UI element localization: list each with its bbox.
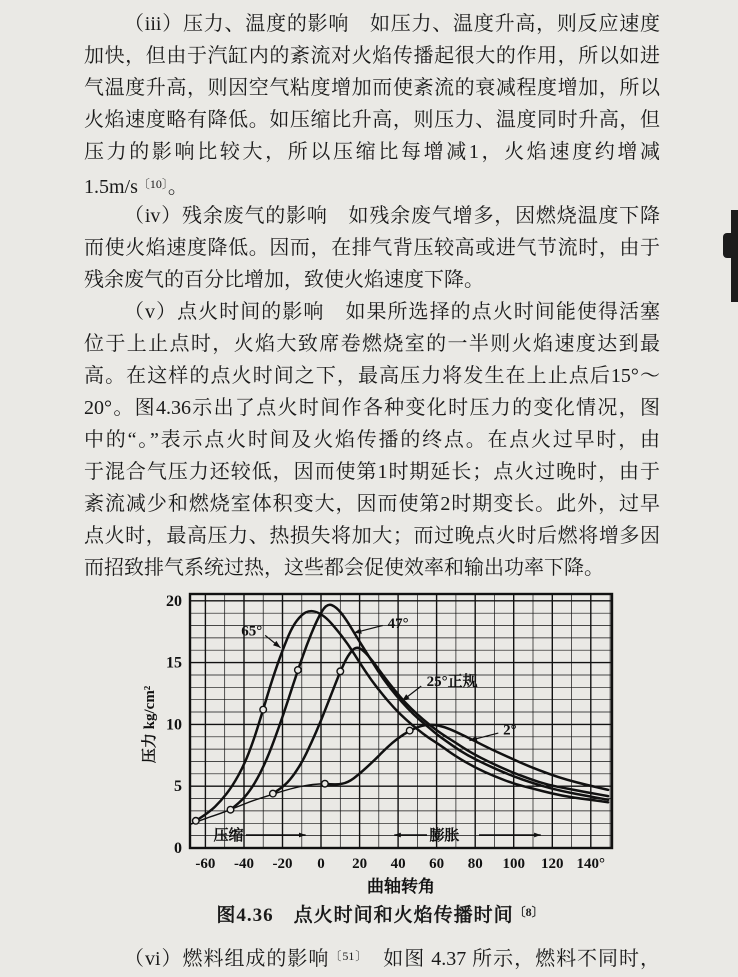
- x-tick-label: 0: [317, 856, 325, 872]
- text-line: 而招致排气系统过热，这些都会促使效率和输出功率下降。: [84, 557, 604, 579]
- y-tick-label: 5: [174, 778, 182, 796]
- timing-marker: [295, 667, 302, 674]
- text-line: 20°。图4.36示出了点火时间作各种变化时压力的变化情况，图: [84, 397, 660, 419]
- text-line: （vi）燃料组成的影响$^{〔51〕}$ 如图 4.37 所示，燃料不同时，: [124, 948, 660, 970]
- y-tick-label: 15: [166, 654, 182, 672]
- text-line: 位于上止点时，火焰大致席卷燃烧室的一半则火焰速度达到最: [84, 333, 660, 355]
- text-line: 而使火焰速度降低。因而，在排气背压较高或进气节流时，由于: [84, 237, 660, 259]
- x-tick-label: 120: [541, 856, 564, 872]
- y-tick-label: 10: [166, 716, 182, 734]
- x-tick-label: 20: [352, 856, 368, 872]
- text-line: $1.5m/s^{〔10〕}$。: [84, 176, 188, 198]
- curve-2: [325, 725, 608, 790]
- x-tick-label: 60: [429, 856, 445, 872]
- stroke-label: 膨胀: [429, 828, 460, 844]
- x-tick-label: -60: [195, 856, 216, 872]
- figure-4-36: [140, 586, 620, 927]
- scan-artifact-blob: [723, 233, 738, 258]
- x-tick-label: -20: [272, 856, 293, 872]
- curve-label: 47°: [387, 616, 409, 632]
- after-figure-text: [84, 940, 660, 972]
- x-tick-label: 100: [502, 856, 525, 872]
- x-tick-label: 80: [467, 856, 483, 872]
- text-line: 加快，但由于汽缸内的紊流对火焰传播起很大的作用，所以如进: [84, 45, 660, 67]
- text-line: 中的“。”表示点火时间及火焰传播的终点。在点火过早时，由: [84, 429, 660, 451]
- para-iv: [84, 200, 660, 296]
- text-line: （iii）压力、温度的影响 如压力、温度升高，则反应速度: [124, 13, 660, 35]
- x-tick-label: -40: [234, 856, 254, 872]
- para-vi: [84, 940, 660, 972]
- stroke-label: 压缩: [213, 828, 244, 844]
- text-line: （v）点火时间的影响 如果所选择的点火时间能使得活塞: [124, 301, 660, 323]
- y-axis-title: 压力 kg/cm²: [142, 685, 158, 764]
- text-line: （iv）残余废气的影响 如残余废气增多，因燃烧温度下降: [124, 205, 660, 227]
- timing-marker: [227, 806, 234, 813]
- para-v: [84, 296, 660, 584]
- timing-marker: [260, 706, 267, 713]
- text-line: 残余废气的百分比增加，致使火焰速度下降。: [84, 269, 484, 291]
- y-tick-label: 0: [174, 840, 182, 857]
- timing-marker: [337, 668, 344, 675]
- text-line: 点火时，最高压力、热损失将加大；而过晚点火时后燃将增多因: [84, 525, 660, 547]
- curve-65: [196, 611, 608, 821]
- x-tick-label: 40: [390, 856, 406, 872]
- curve-label: 25°正规: [426, 674, 478, 691]
- timing-marker: [322, 780, 329, 787]
- text-line: 火焰速度略有降低。如压缩比升高，则压力、温度同时升高，但: [84, 109, 660, 131]
- timing-marker: [270, 790, 277, 797]
- text-line: 于混合气压力还较低，因而使第1时期延长；点火过晚时，由于: [84, 461, 660, 483]
- curve-motoring: [190, 784, 325, 825]
- curve-label: 65°: [241, 623, 263, 640]
- text-line: 紊流减少和燃烧室体积变大，因而使第2时期变长。此外，过早: [84, 493, 660, 515]
- figure-caption: 图4.36 点火时间和火焰传播时间$^{〔8〕}$: [216, 905, 544, 926]
- x-tick-label: 140°: [576, 856, 606, 872]
- pressure-chart-svg: [140, 586, 620, 898]
- text-line: 压力的影响比较大，所以压缩比每增减1，火焰速度约增减: [84, 141, 660, 163]
- curve-label: 2°: [503, 722, 517, 739]
- y-tick-label: 20: [166, 592, 182, 610]
- text-line: 高。在这样的点火时间之下，最高压力将发生在上止点后15°～: [84, 365, 660, 387]
- curve-47: [231, 605, 609, 810]
- body-text: [84, 8, 660, 584]
- timing-marker: [406, 727, 413, 734]
- text-line: 气温度升高，则因空气粘度增加而使紊流的衰减程度增加，所以: [84, 77, 660, 99]
- x-axis-title: 曲轴转角: [367, 877, 435, 896]
- timing-marker: [193, 818, 200, 825]
- para-iii: [84, 8, 660, 200]
